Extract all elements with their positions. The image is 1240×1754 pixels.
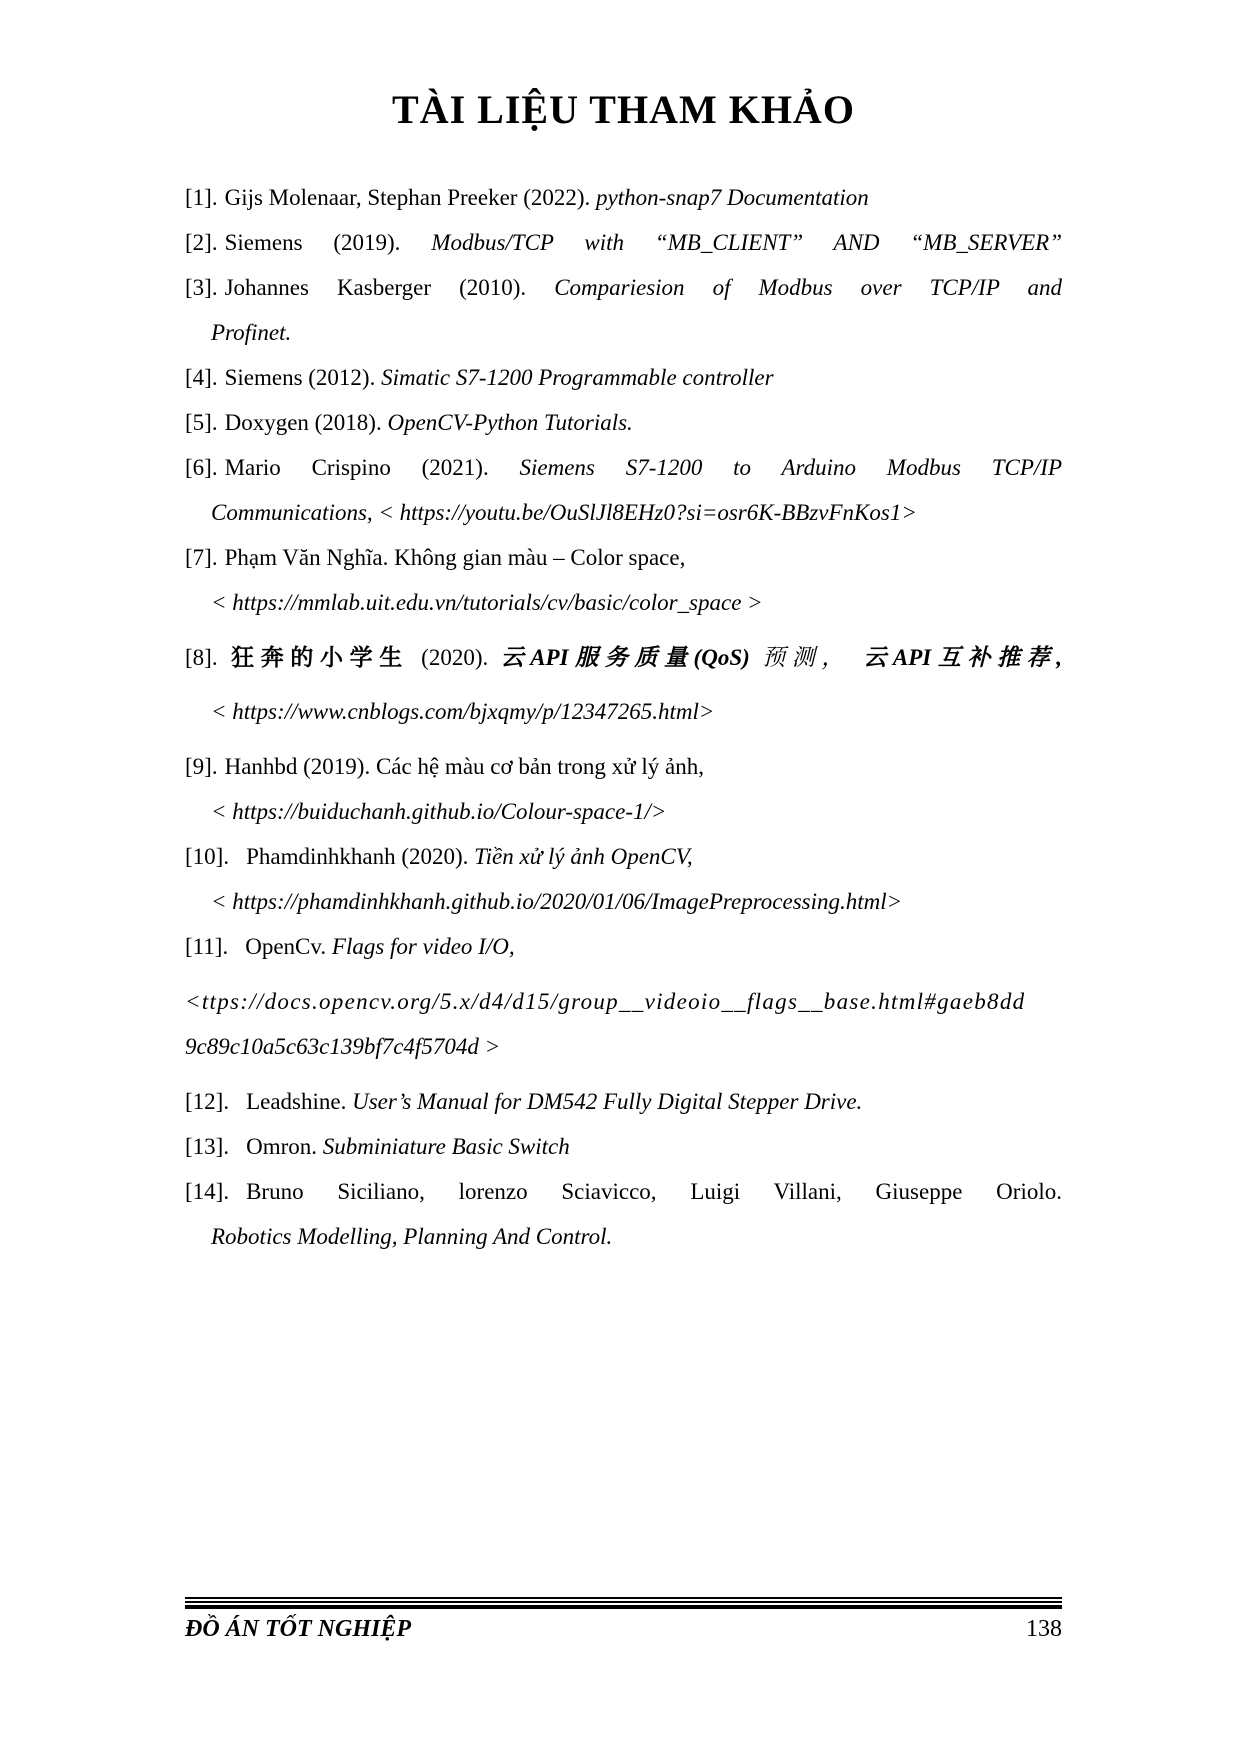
reference-item: [185, 1169, 1062, 1259]
reference-number: [4].: [185, 365, 218, 390]
reference-text-segment: Siemens S7-1200 to Arduino Modbus TCP/IP: [519, 455, 1062, 480]
reference-text-segment: Doxygen (2018).: [224, 410, 388, 435]
reference-number: [6].: [185, 455, 218, 480]
reference-text-segment: < https://phamdinhkhanh.github.io/2020/01/06/ImagePreprocessing.html>: [211, 889, 903, 914]
reference-number: [3].: [185, 275, 218, 300]
reference-item: [185, 924, 1062, 969]
reference-text-segment: Tiền xử lý ảnh OpenCV,: [474, 844, 693, 869]
reference-text-segment: Leadshine.: [246, 1089, 353, 1114]
reference-line: [185, 535, 1062, 580]
reference-list: [185, 175, 1062, 1259]
reference-text-segment: Simatic S7-1200 Programmable controller: [381, 365, 774, 390]
reference-text-segment: Phamdinhkhanh (2020).: [246, 844, 475, 869]
reference-number: [1].: [185, 185, 218, 210]
reference-number: [2].: [185, 230, 218, 255]
reference-number: [14].: [185, 1179, 230, 1204]
reference-text-segment: < https://www.cnblogs.com/bjxqmy/p/12347265.html>: [211, 699, 715, 724]
reference-text-segment: Robotics Modelling, Planning And Control.: [211, 1224, 613, 1249]
reference-item: [185, 834, 1062, 924]
reference-line: [185, 924, 1062, 969]
reference-text-segment: 狂奔的小学生: [224, 645, 409, 670]
reference-number: [10].: [185, 844, 230, 869]
reference-item: [185, 1079, 1062, 1124]
footer-label: ĐỒ ÁN TỐT NGHIỆP: [185, 1616, 411, 1642]
reference-text-segment: OpenCV-Python Tutorials.: [387, 410, 633, 435]
reference-text-segment: Subminiature Basic Switch: [322, 1134, 570, 1159]
reference-number: [13].: [185, 1134, 230, 1159]
reference-number: [11].: [185, 934, 229, 959]
reference-line: [185, 445, 1062, 490]
reference-text-segment: < https://mmlab.uit.edu.vn/tutorials/cv/basic/color_space >: [211, 590, 763, 615]
reference-text-segment: Siemens (2012).: [224, 365, 382, 390]
reference-text-segment: Communications, < https://youtu.be/OuSlJl8EHz0?si=osr6K-BBzvFnKos1>: [211, 500, 917, 525]
reference-text-segment: Hanhbd (2019). Các hệ màu cơ bản trong xử lý ảnh,: [224, 754, 704, 779]
reference-text-segment: Omron.: [246, 1134, 323, 1159]
reference-text-segment: Gijs Molenaar, Stephan Preeker (2022).: [224, 185, 597, 210]
reference-number: [9].: [185, 754, 218, 779]
reference-number: [7].: [185, 545, 218, 570]
reference-item: [185, 635, 1062, 734]
reference-item: [185, 1124, 1062, 1169]
page-title: TÀI LIỆU THAM KHẢO: [392, 87, 855, 132]
reference-line: [185, 879, 1062, 924]
reference-line: [185, 834, 1062, 879]
reference-text-segment: Johannes Kasberger (2010).: [224, 275, 555, 300]
reference-line: [185, 744, 1062, 789]
page-number: 138: [1026, 1616, 1062, 1642]
reference-item: [185, 355, 1062, 400]
reference-line: [185, 1024, 1062, 1069]
reference-line: [185, 310, 1062, 355]
reference-text-segment: User’s Manual for DM542 Fully Digital Stepper Drive.: [352, 1089, 863, 1114]
reference-line: [185, 490, 1062, 535]
reference-line: [185, 400, 1062, 445]
reference-text-segment: Profinet.: [211, 320, 292, 345]
reference-item: [185, 979, 1062, 1069]
reference-item: [185, 535, 1062, 625]
reference-text-segment: 9c89c10a5c63c139bf7c4f5704d >: [185, 1034, 501, 1059]
reference-line: [185, 789, 1062, 834]
reference-line: [185, 1124, 1062, 1169]
reference-number: [5].: [185, 410, 218, 435]
reference-text-segment: <ttps://docs.opencv.org/5.x/d4/d15/group__videoio__flags__base.html#gaeb8dd: [185, 989, 1026, 1014]
reference-item: [185, 175, 1062, 220]
reference-line: [185, 265, 1062, 310]
reference-line: [185, 1214, 1062, 1259]
reference-line: [185, 635, 1062, 680]
reference-text-segment: Phạm Văn Nghĩa. Không gian màu – Color space,: [224, 545, 686, 570]
reference-text-segment: 云API服务质量(QoS): [500, 645, 750, 670]
reference-number: [8].: [185, 645, 218, 670]
reference-item: [185, 400, 1062, 445]
reference-text-segment: Mario Crispino (2021).: [224, 455, 520, 480]
reference-line: [185, 580, 1062, 625]
page-footer: [185, 1597, 1062, 1643]
reference-text-segment: < https://buiduchanh.github.io/Colour-space-1/>: [211, 799, 667, 824]
reference-item: [185, 220, 1062, 265]
reference-line: [185, 1079, 1062, 1124]
reference-line: [185, 979, 1062, 1024]
reference-text-segment: Flags for video I/O,: [331, 934, 515, 959]
reference-text-segment: 预测，: [749, 645, 864, 670]
reference-text-segment: Bruno Siciliano, lorenzo Sciavicco, Luigi Villani, Giuseppe Oriolo.: [246, 1179, 1062, 1204]
reference-item: [185, 265, 1062, 355]
page-content: [185, 0, 1062, 1259]
reference-text-segment: 云API互补推荐,: [863, 645, 1063, 670]
reference-line: [185, 175, 1062, 220]
reference-line: [185, 220, 1062, 265]
reference-text-segment: (2020).: [408, 645, 501, 670]
reference-line: [185, 355, 1062, 400]
reference-line: [185, 1169, 1062, 1214]
reference-number: [12].: [185, 1089, 230, 1114]
reference-line: [185, 689, 1062, 734]
reference-text-segment: Modbus/TCP with “MB_CLIENT” AND “MB_SERVER”: [431, 230, 1063, 255]
reference-item: [185, 744, 1062, 834]
reference-text-segment: python-snap7 Documentation: [596, 185, 869, 210]
footer-row: [185, 1616, 1062, 1643]
reference-text-segment: OpenCv.: [245, 934, 332, 959]
reference-text-segment: Siemens (2019).: [224, 230, 432, 255]
reference-text-segment: Compariesion of Modbus over TCP/IP and: [554, 275, 1063, 300]
footer-rule: [185, 1597, 1062, 1609]
reference-item: [185, 445, 1062, 535]
